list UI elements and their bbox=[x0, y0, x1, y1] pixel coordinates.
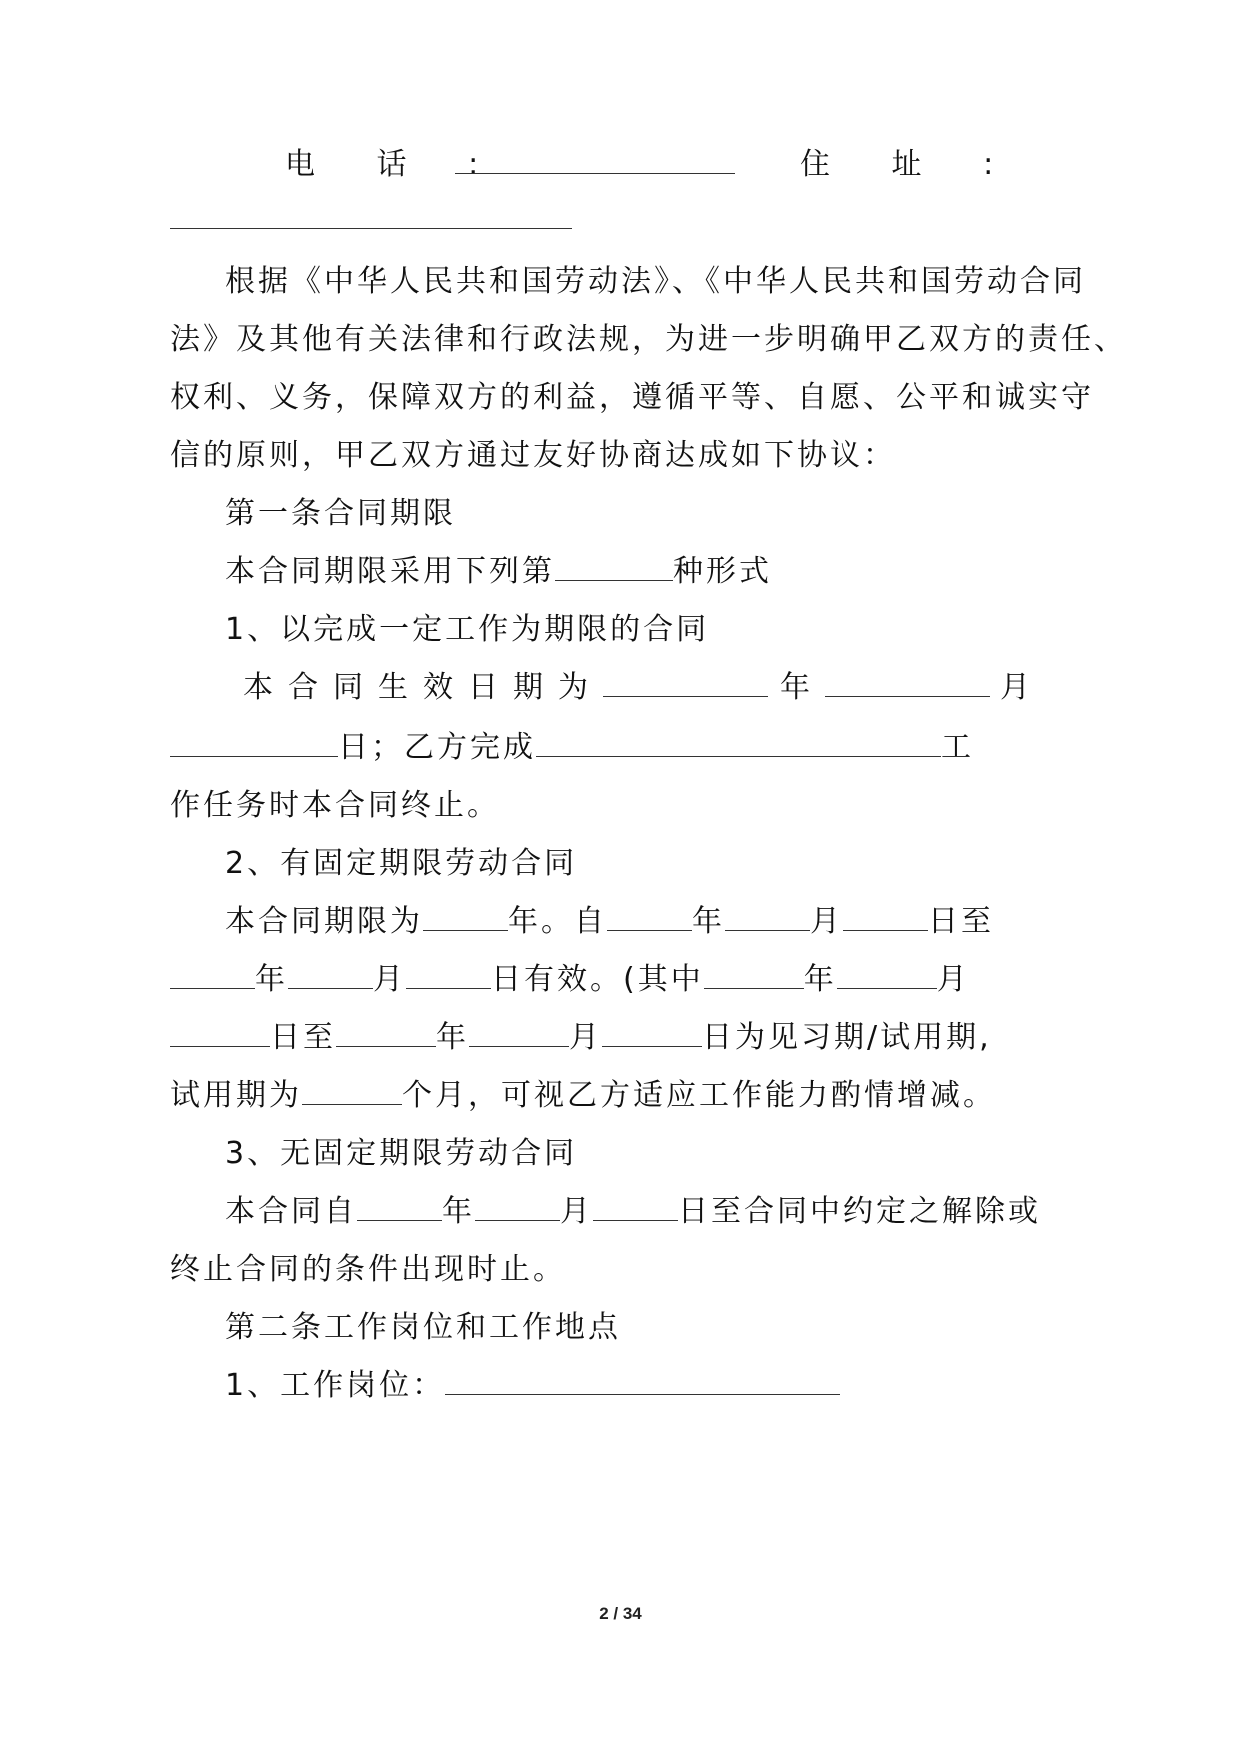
item-3-line-1: 本合同自 年 月 日至合同中约定之解除或 bbox=[225, 1194, 1041, 1229]
phone-blank bbox=[455, 145, 735, 185]
article-2-title: 第二条工作岗位和工作地点 bbox=[225, 1310, 621, 1345]
intro-line-1: 根据《中华人民共和国劳动法》、《中华人民共和国劳动合同 bbox=[225, 264, 1086, 299]
address-label: 住 址 : bbox=[800, 147, 1020, 182]
item-2-line-2: 年 月 日有效。(其中 年 月 bbox=[170, 960, 970, 1000]
intro-line-4: 信的原则，甲乙双方通过友好协商达成如下协议： bbox=[170, 438, 896, 473]
page-number: 2 / 34 bbox=[599, 1604, 642, 1623]
article-2-item-1: 1、工作岗位： bbox=[225, 1366, 840, 1406]
item-2-line-3: 日至 年 月 日为见习期/试用期, bbox=[170, 1018, 992, 1058]
item-1-completion: 日；乙方完成 工 bbox=[170, 728, 974, 768]
phone-label: 电 话 : bbox=[285, 147, 505, 182]
item-3-title: 3、无固定期限劳动合同 bbox=[225, 1136, 578, 1171]
item-1-effective-date: 本合同生效日期为 年 月 bbox=[243, 670, 1045, 705]
item-2-line-1: 本合同期限为 年。自 年 月 日至 bbox=[225, 904, 994, 939]
item-3-line-2: 终止合同的条件出现时止。 bbox=[170, 1252, 566, 1287]
intro-line-2: 法》及其他有关法律和行政法规，为进一步明确甲乙双方的责任、 bbox=[170, 322, 1127, 357]
article-1-title: 第一条合同期限 bbox=[225, 496, 456, 531]
item-1-title: 1、以完成一定工作为期限的合同 bbox=[225, 612, 710, 647]
item-1-end: 作任务时本合同终止。 bbox=[170, 788, 500, 823]
article-1-form: 本合同期限采用下列第 种形式 bbox=[225, 554, 772, 589]
address-blank bbox=[170, 200, 572, 240]
item-2-title: 2、有固定期限劳动合同 bbox=[225, 846, 578, 881]
item-2-line-4: 试用期为 个月，可视乙方适应工作能力酌情增减。 bbox=[170, 1078, 996, 1113]
intro-line-3: 权利、义务，保障双方的利益，遵循平等、自愿、公平和诚实守 bbox=[170, 380, 1094, 415]
